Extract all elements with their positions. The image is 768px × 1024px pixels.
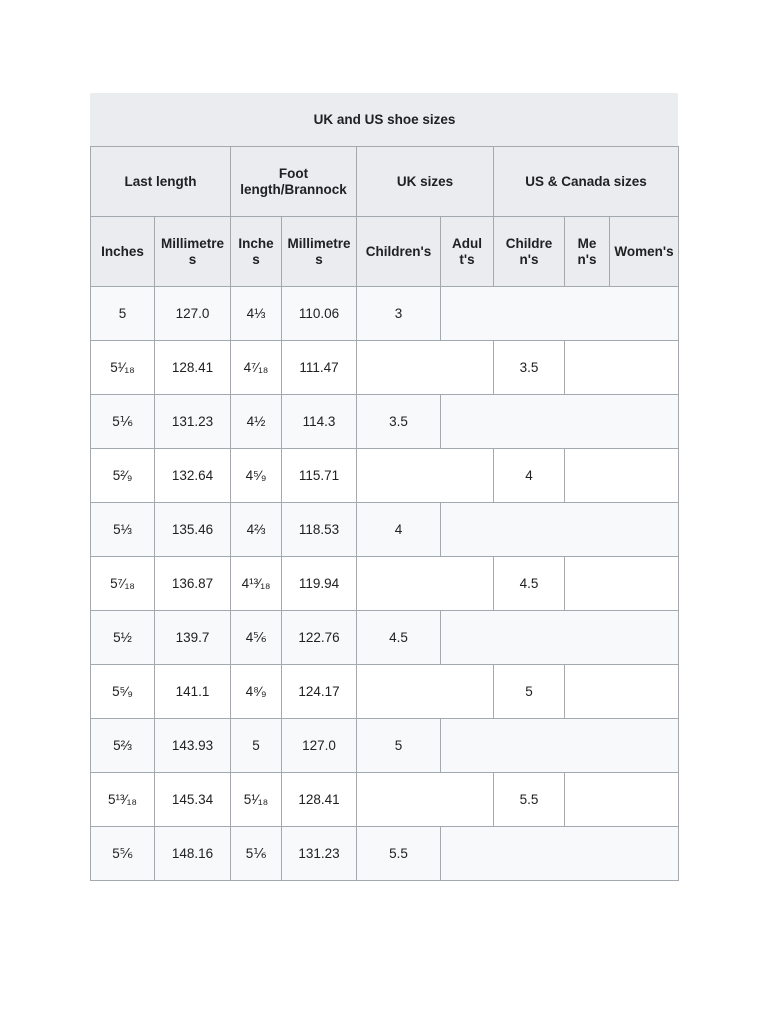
cell-us-childrens: 5 bbox=[494, 665, 565, 719]
cell-last-inches: 5⁷⁄₁₈ bbox=[91, 557, 155, 611]
cell-uk-childrens: 5.5 bbox=[357, 827, 441, 881]
cell-foot-inches: 4⅔ bbox=[231, 503, 282, 557]
subheader-us-womens: Women's bbox=[610, 217, 679, 287]
table-row bbox=[91, 449, 679, 503]
shoe-size-table bbox=[90, 146, 679, 881]
cell-last-millimetres: 135.46 bbox=[155, 503, 231, 557]
cell-foot-millimetres: 127.0 bbox=[282, 719, 357, 773]
cell-foot-inches: 4⁸⁄₉ bbox=[231, 665, 282, 719]
cell-blank-uk bbox=[357, 557, 494, 611]
cell-blank-us bbox=[565, 665, 679, 719]
cell-uk-childrens: 5 bbox=[357, 719, 441, 773]
cell-foot-millimetres: 119.94 bbox=[282, 557, 357, 611]
cell-blank-us bbox=[565, 557, 679, 611]
cell-last-millimetres: 136.87 bbox=[155, 557, 231, 611]
cell-last-millimetres: 148.16 bbox=[155, 827, 231, 881]
subheader-foot-inches: Inches bbox=[231, 217, 282, 287]
cell-us-childrens: 5.5 bbox=[494, 773, 565, 827]
cell-blank-span bbox=[441, 719, 679, 773]
cell-last-millimetres: 139.7 bbox=[155, 611, 231, 665]
cell-foot-millimetres: 124.17 bbox=[282, 665, 357, 719]
cell-blank-span bbox=[441, 611, 679, 665]
table-row bbox=[91, 341, 679, 395]
cell-foot-millimetres: 122.76 bbox=[282, 611, 357, 665]
cell-blank-span bbox=[441, 395, 679, 449]
cell-blank-uk bbox=[357, 449, 494, 503]
cell-blank-span bbox=[441, 827, 679, 881]
cell-last-inches: 5⅙ bbox=[91, 395, 155, 449]
cell-foot-inches: 4⁵⁄₉ bbox=[231, 449, 282, 503]
table-row bbox=[91, 395, 679, 449]
table-row bbox=[91, 287, 679, 341]
cell-last-inches: 5⅔ bbox=[91, 719, 155, 773]
cell-blank-uk bbox=[357, 773, 494, 827]
table-row bbox=[91, 827, 679, 881]
subheader-foot-millimetres: Millimetres bbox=[282, 217, 357, 287]
cell-foot-inches: 4⁷⁄₁₈ bbox=[231, 341, 282, 395]
table-caption: UK and US shoe sizes bbox=[90, 93, 678, 146]
cell-foot-inches: 5¹⁄₁₈ bbox=[231, 773, 282, 827]
cell-blank-us bbox=[565, 449, 679, 503]
cell-foot-millimetres: 115.71 bbox=[282, 449, 357, 503]
cell-last-millimetres: 127.0 bbox=[155, 287, 231, 341]
cell-us-childrens: 3.5 bbox=[494, 341, 565, 395]
cell-blank-span bbox=[441, 287, 679, 341]
cell-uk-childrens: 3 bbox=[357, 287, 441, 341]
header-uk-sizes: UK sizes bbox=[357, 147, 494, 217]
subheader-last-inches: Inches bbox=[91, 217, 155, 287]
cell-foot-millimetres: 110.06 bbox=[282, 287, 357, 341]
table-row bbox=[91, 611, 679, 665]
cell-foot-millimetres: 114.3 bbox=[282, 395, 357, 449]
subheader-last-millimetres: Millimetres bbox=[155, 217, 231, 287]
table-row bbox=[91, 719, 679, 773]
table-row bbox=[91, 773, 679, 827]
cell-blank-us bbox=[565, 773, 679, 827]
cell-foot-inches: 5 bbox=[231, 719, 282, 773]
table-row bbox=[91, 557, 679, 611]
cell-foot-inches: 4⅚ bbox=[231, 611, 282, 665]
cell-last-inches: 5²⁄₉ bbox=[91, 449, 155, 503]
table-row bbox=[91, 503, 679, 557]
cell-last-inches: 5⅚ bbox=[91, 827, 155, 881]
cell-last-inches: 5⁵⁄₉ bbox=[91, 665, 155, 719]
table-row bbox=[91, 665, 679, 719]
cell-us-childrens: 4 bbox=[494, 449, 565, 503]
cell-last-millimetres: 145.34 bbox=[155, 773, 231, 827]
cell-last-inches: 5 bbox=[91, 287, 155, 341]
cell-last-inches: 5¹³⁄₁₈ bbox=[91, 773, 155, 827]
cell-uk-childrens: 4 bbox=[357, 503, 441, 557]
cell-last-millimetres: 131.23 bbox=[155, 395, 231, 449]
shoe-size-table-container bbox=[90, 93, 678, 881]
cell-blank-us bbox=[565, 341, 679, 395]
cell-foot-inches: 5⅙ bbox=[231, 827, 282, 881]
cell-last-millimetres: 141.1 bbox=[155, 665, 231, 719]
header-last-length: Last length bbox=[91, 147, 231, 217]
subheader-uk-childrens: Children's bbox=[357, 217, 441, 287]
cell-foot-inches: 4⅓ bbox=[231, 287, 282, 341]
subheader-uk-adults: Adult's bbox=[441, 217, 494, 287]
subheader-us-mens: Men's bbox=[565, 217, 610, 287]
cell-foot-millimetres: 128.41 bbox=[282, 773, 357, 827]
cell-us-childrens: 4.5 bbox=[494, 557, 565, 611]
cell-last-millimetres: 128.41 bbox=[155, 341, 231, 395]
cell-uk-childrens: 4.5 bbox=[357, 611, 441, 665]
cell-last-inches: 5⅓ bbox=[91, 503, 155, 557]
cell-last-inches: 5¹⁄₁₈ bbox=[91, 341, 155, 395]
cell-foot-millimetres: 118.53 bbox=[282, 503, 357, 557]
cell-foot-inches: 4½ bbox=[231, 395, 282, 449]
cell-blank-uk bbox=[357, 341, 494, 395]
cell-blank-span bbox=[441, 503, 679, 557]
header-foot-length: Foot length/Brannock bbox=[231, 147, 357, 217]
cell-foot-millimetres: 111.47 bbox=[282, 341, 357, 395]
cell-foot-inches: 4¹³⁄₁₈ bbox=[231, 557, 282, 611]
cell-foot-millimetres: 131.23 bbox=[282, 827, 357, 881]
cell-last-inches: 5½ bbox=[91, 611, 155, 665]
cell-last-millimetres: 132.64 bbox=[155, 449, 231, 503]
cell-blank-uk bbox=[357, 665, 494, 719]
cell-uk-childrens: 3.5 bbox=[357, 395, 441, 449]
subheader-us-childrens: Children's bbox=[494, 217, 565, 287]
header-us-canada-sizes: US & Canada sizes bbox=[494, 147, 679, 217]
cell-last-millimetres: 143.93 bbox=[155, 719, 231, 773]
table-body bbox=[91, 287, 679, 881]
